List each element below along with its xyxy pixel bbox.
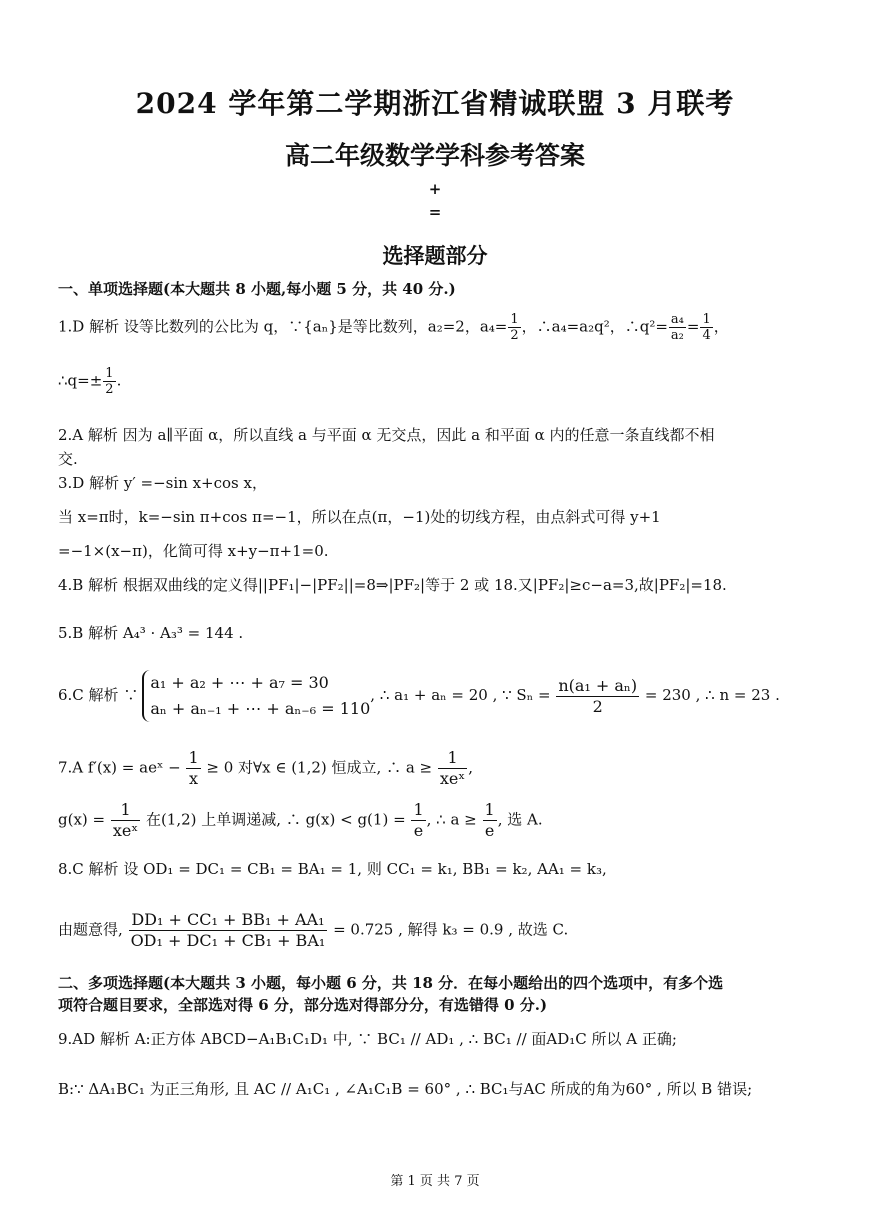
q7-line1-a: 7.A f′(x) = aeˣ − xyxy=(58,758,181,777)
q6-mid: , ∴ a₁ + aₙ = 20 , ∵ Sₙ = xyxy=(370,686,551,704)
q7-answer-line2 xyxy=(58,800,818,841)
q8-frac-ratio xyxy=(129,910,328,951)
frac-numerator: n(a₁ + aₙ) xyxy=(558,675,638,695)
q1-line2-tail: . xyxy=(116,371,122,390)
frac-denominator: e xyxy=(413,821,424,840)
q1-answer-line1: 1.D 解析 设等比数列的公比为 q，∵{aₙ}是等比数列，a₂=2，a₄= $\frac{1}{2}$ ，∴a₄=a₂q²，∴q²= $\frac{\text{a₄}}{\text{a₂}}$ = $\frac{1}{4}$ ， xyxy=(58,312,729,343)
q7-line1-c: , xyxy=(468,758,473,777)
frac-numerator: 1 xyxy=(105,366,114,381)
q7-frac-1x xyxy=(186,748,200,789)
q7-line2-a: g(x) = xyxy=(58,810,106,829)
frac-denominator: xeˣ xyxy=(439,769,466,788)
frac-denominator: 4 xyxy=(702,328,711,343)
q9-answer-line2: B:∵ ΔA₁BC₁ 为正三角形, 且 AC // A₁C₁ , ∠A₁C₁B = 60° , ∴ BC₁与AC 所成的角为60° , 所以 B 错误; xyxy=(58,1080,753,1098)
q6-eq2: aₙ + aₙ₋₁ + ⋯ + aₙ₋₆ = 110 xyxy=(150,699,371,718)
frac-numerator: a₄ xyxy=(670,312,684,327)
q8-line2-a: 由题意得, xyxy=(58,920,123,939)
frac-numerator: 1 xyxy=(510,312,519,327)
q7-line2-c: , ∴ a ≥ xyxy=(426,810,477,829)
q6-equation-system xyxy=(142,670,370,722)
part2-heading-line1: 二、多项选择题(本大题共 3 小题，每小题 6 分，共 18 分．在每小题给出的四个选项中，有多个选 xyxy=(58,974,724,992)
frac-denominator: 2 xyxy=(510,328,519,343)
section-title: 选择题部分 xyxy=(382,243,488,268)
q5-answer-line1: 5.B 解析 A₄³ · A₃³ = 144 . xyxy=(58,624,244,642)
frac-numerator: DD₁ + CC₁ + BB₁ + AA₁ xyxy=(129,910,328,931)
q1-frac-half-2 xyxy=(103,366,115,397)
plus-mark: + xyxy=(428,180,442,198)
frac-denominator: OD₁ + DC₁ + CB₁ + BA₁ xyxy=(130,931,326,950)
q6-eq1: a₁ + a₂ + ⋯ + a₇ = 30 xyxy=(150,673,329,692)
part1-heading: 一、单项选择题(本大题共 8 小题,每小题 5 分，共 40 分.) xyxy=(58,280,456,298)
q7-frac-1e-2 xyxy=(483,800,497,841)
q3-answer-line1: 3.D 解析 y′ =−sin x+cos x， xyxy=(58,474,267,492)
exam-title: 2024 学年第二学期浙江省精诚联盟 3 月联考 xyxy=(135,87,735,120)
q2-answer-line2: 交. xyxy=(58,450,78,468)
q3-answer-line2: 当 x=π时，k=−sin π+cos π=−1，所以在点(π，−1)处的切线方程，由点斜式可得 y+1 xyxy=(58,508,661,526)
equals-mark: = xyxy=(428,203,442,221)
q8-answer-line2 xyxy=(58,910,818,951)
frac-denominator: e xyxy=(484,821,495,840)
frac-numerator: 1 xyxy=(413,800,424,819)
q3-answer-line3: =−1×(x−π)，化简可得 x+y−π+1=0. xyxy=(58,542,329,560)
q8-answer-line1: 8.C 解析 设 OD₁ = DC₁ = CB₁ = BA₁ = 1, 则 CC₁ = k₁, BB₁ = k₂, AA₁ = k₃, xyxy=(58,860,607,878)
q1-answer-line2 xyxy=(58,366,818,397)
q7-answer-line1 xyxy=(58,748,818,789)
q1-prefix: 1.D 解析 设等比数列的公比为 q，∵{aₙ}是等比数列，a₂=2，a₄= xyxy=(58,317,508,336)
exam-subtitle: 高二年级数学学科参考答案 xyxy=(284,141,585,170)
q4-answer-line1: 4.B 解析 根据双曲线的定义得||PF₁|−|PF₂||=8⇒|PF₂|等于 2 或 18.又|PF₂|≥c−a=3,故|PF₂|=18. xyxy=(58,576,727,594)
part2-heading-line2: 项符合题目要求，全部选对得 6 分，部分选对得部分分，有选错得 0 分.) xyxy=(58,996,548,1014)
q7-frac-1e xyxy=(411,800,425,841)
frac-numerator: 1 xyxy=(702,312,711,327)
q1-frac-half xyxy=(508,312,520,343)
frac-numerator: 1 xyxy=(438,748,467,769)
q6-frac-sn xyxy=(556,676,639,717)
q6-answer xyxy=(58,670,818,722)
q7-frac-xe-2 xyxy=(111,800,140,841)
frac-numerator: 1 xyxy=(111,800,140,821)
frac-denominator: 2 xyxy=(592,696,603,716)
q7-line2-b: 在(1,2) 上单调递减, ∴ g(x) < g(1) = xyxy=(145,810,406,829)
q1-tail: = xyxy=(686,317,700,336)
frac-denominator: x xyxy=(189,769,199,788)
page-footer: 第 1 页 共 7 页 xyxy=(390,1174,480,1189)
q6-prefix: 6.C 解析 ∵ xyxy=(58,686,139,704)
q6-tail: = 230 , ∴ n = 23 . xyxy=(644,686,780,704)
q7-line2-d: , 选 A. xyxy=(497,810,543,829)
q7-frac-xe xyxy=(438,748,467,789)
frac-numerator: 1 xyxy=(188,748,199,767)
q1-line2: ∴q=± xyxy=(58,371,103,390)
frac-denominator: xeˣ xyxy=(112,821,139,840)
q9-answer-line1: 9.AD 解析 A:正方体 ABCD−A₁B₁C₁D₁ 中, ∵ BC₁ // AD₁ , ∴ BC₁ // 面AD₁C 所以 A 正确; xyxy=(58,1030,677,1048)
q1-frac-quarter xyxy=(700,312,712,343)
frac-denominator: a₂ xyxy=(670,328,684,343)
frac-denominator: 2 xyxy=(105,382,114,397)
q8-line2-b: = 0.725 , 解得 k₃ = 0.9 , 故选 C. xyxy=(333,920,569,939)
q1-frac-ratio xyxy=(669,312,686,343)
q2-answer-line1: 2.A 解析 因为 a∥平面 α，所以直线 a 与平面 α 无交点，因此 a 和平面 α 内的任意一条直线都不相 xyxy=(58,426,715,444)
q1-mid: ，∴a₄=a₂q²，∴q²= xyxy=(521,317,668,336)
q7-line1-b: ≥ 0 对∀x ∈ (1,2) 恒成立, ∴ a ≥ xyxy=(206,758,433,777)
frac-numerator: 1 xyxy=(484,800,495,819)
